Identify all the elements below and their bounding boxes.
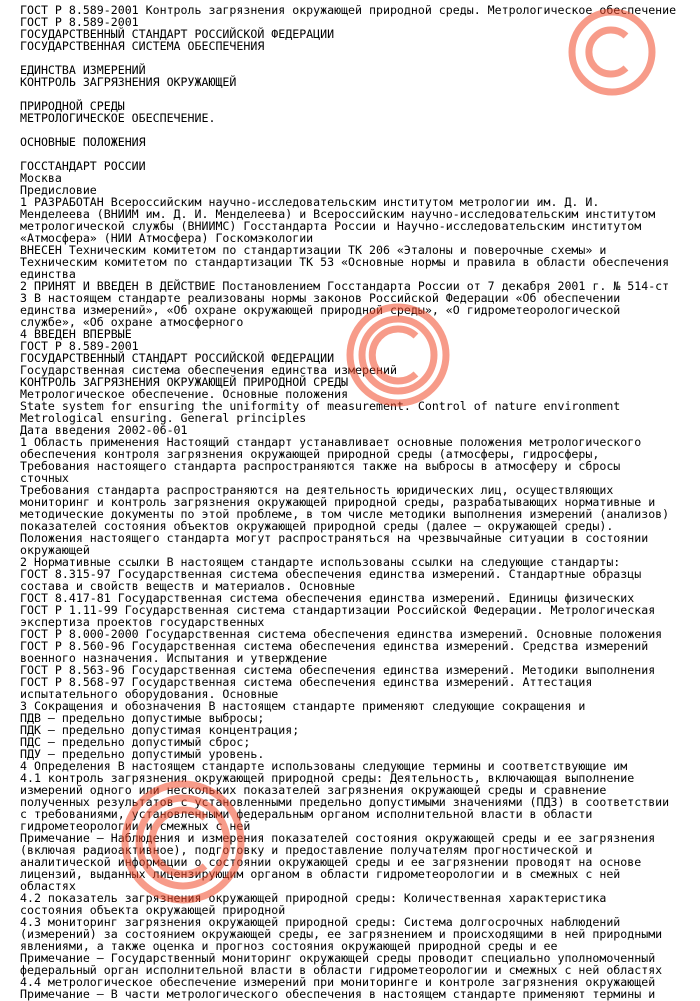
text-line: военного назначения. Испытания и утверждение (20, 651, 328, 665)
text-line: 3 В настоящем стандарте реализованы нормы законов Российской Федерации «Об обеспечении (20, 291, 621, 305)
text-line: экспертиза проектов государственных (20, 615, 265, 629)
text-line: 4.1 контроль загрязнения окружающей природной среды: Деятельность, включающая выполнение (20, 771, 635, 785)
text-line: 4 Определения В настоящем стандарте использованы следующие термины и соответствующие им (20, 759, 628, 773)
text-line: аналитической информации о состоянии окружающей среды и ее загрязнении проводят на основе (20, 855, 642, 869)
text-line: 4.2 показатель загрязнения окружающей природной среды: Количественная характеристика (20, 891, 607, 905)
text-line: КОНТРОЛЬ ЗАГРЯЗНЕНИЯ ОКРУЖАЮЩЕЙ ПРИРОДНОЙ СРЕДЫ (20, 375, 349, 389)
text-line: состояния объекта окружающей природной (20, 903, 286, 917)
text-line: измерений одного или нескольких показателей загрязнения окружающей среды и сравнение (20, 783, 607, 797)
text-line: «Атмосфера» (НИИ Атмосфера) Госкомэкологии (20, 231, 314, 245)
text-line: мониторинг и контроль загрязнения окружающей природной среды, разрабатывающих нормативные и (20, 495, 656, 509)
text-line: показателей состояния объектов окружающей природной среды (далее — окружающей среды). (20, 519, 614, 533)
text-line: метрологической службы (ВНИИМС) Госстандарта России и Научно-исследовательским институтом (20, 219, 642, 233)
text-line: ГОСУДАРСТВЕННАЯ СИСТЕМА ОБЕСПЕЧЕНИЯ (20, 39, 265, 53)
text-line: ВНЕСЕН Техническим комитетом по стандартизации ТК 206 «Эталоны и поверочные схемы» и (20, 243, 607, 257)
text-line: МЕТРОЛОГИЧЕСКОЕ ОБЕСПЕЧЕНИЕ. (20, 111, 216, 125)
text-line: ЕДИНСТВА ИЗМЕРЕНИЙ (20, 63, 146, 77)
document-text (20, 4, 696, 1000)
text-line: 1 Область применения Настоящий стандарт устанавливает основные положения метрологического (20, 435, 642, 449)
text-line: КОНТРОЛЬ ЗАГРЯЗНЕНИЯ ОКРУЖАЮЩЕЙ (20, 75, 237, 89)
text-line: ГОСТ Р 8.000-2000 Государственная система обеспечения единства измерений. Основные положения (20, 627, 663, 641)
text-line: 2 ПРИНЯТ И ВВЕДЕН В ДЕЙСТВИЕ Постановлением Госстандарта России от 7 декабря 2001 г. № 514-ст (20, 279, 670, 293)
text-line: 1 РАЗРАБОТАН Всероссийским научно-исследовательским институтом метрологии им. Д. И. (20, 195, 600, 209)
text-line: 4 ВВЕДЕН ВПЕРВЫЕ (20, 327, 132, 341)
text-line: ГОСУДАРСТВЕННЫЙ СТАНДАРТ РОССИЙСКОЙ ФЕДЕРАЦИИ (20, 351, 335, 365)
text-line: ГОСТ Р 8.589-2001 Контроль загрязнения окружающей природной среды. Метрологическое обеспечение (20, 3, 677, 17)
text-line: Требования стандарта распространяются на деятельность юридических лиц, осуществляющих (20, 483, 614, 497)
text-line: Государственная система обеспечения единства измерений (20, 363, 397, 377)
text-line: ГОССТАНДАРТ РОССИИ (20, 159, 146, 173)
text-line: ГОСТ Р 8.563-96 Государственная система обеспечения единства измерений. Методики выполнения (20, 663, 656, 677)
text-line: Дата введения 2002-06-01 (20, 423, 188, 437)
text-line: обеспечения контроля загрязнения окружающей природной среды (атмосферы, гидросферы, (20, 447, 600, 461)
text-line: ГОСТ Р 8.589-2001 (20, 15, 139, 29)
text-line: Техническим комитетом по стандартизации ТК 53 «Основные нормы и правила в области обеспечения (20, 255, 670, 269)
text-line: ГОСТ Р 8.560-96 Государственная система обеспечения единства измерений. Средства измерений (20, 639, 649, 653)
text-line: ГОСТ 8.417-81 Государственная система обеспечения единства измерений. Единицы физических (20, 591, 635, 605)
text-line: единства измерений», «Об охране окружающей природной среды», «О гидрометеорологической (20, 303, 621, 317)
text-line: лицензий, выданных лицензирующим органом в области гидрометеорологии и в смежных с ней (20, 867, 621, 881)
text-line: единства (20, 267, 76, 281)
text-line: 2 Нормативные ссылки В настоящем стандарте использованы ссылки на следующие стандарты: (20, 555, 621, 569)
text-line: ПДВ — предельно допустимые выбросы; (20, 711, 265, 725)
text-line: Метрологическое обеспечение. Основные положения (20, 387, 349, 401)
text-line: ПРИРОДНОЙ СРЕДЫ (20, 99, 125, 113)
text-line: Москва (20, 171, 62, 185)
text-line: явлениями, а также оценка и прогноз состояния окружающей природной среды и ее (20, 939, 558, 953)
text-line: Metrological ensuring. General principles (20, 411, 307, 425)
text-line: ГОСТ Р 1.11-99 Государственная система стандартизации Российской Федерации. Метрологическая (20, 603, 656, 617)
text-line: Положения настоящего стандарта могут распространяться на чрезвычайные ситуации в состоянии (20, 531, 649, 545)
text-line: Требования настоящего стандарта распространяются также на выбросы в атмосферу и сбросы (20, 459, 621, 473)
text-line: (включая радиоактивное), подготовку и предоставление получателям прогностической и (20, 843, 593, 857)
text-line: 4.3 мониторинг загрязнения окружающей природной среды: Система долгосрочных наблюдений (20, 915, 621, 929)
text-line: гидрометеорологии и смежных с ней (20, 819, 251, 833)
text-line: с требованиями, установленными федеральным органом исполнительной власти в области (20, 807, 593, 821)
text-line: ГОСТ Р 8.568-97 Государственная система обеспечения единства измерений. Аттестация (20, 675, 593, 689)
text-line: службе», «Об охране атмосферного (20, 315, 244, 329)
text-line: состава и свойств веществ и материалов. Основные (20, 579, 356, 593)
text-line: Предисловие (20, 183, 97, 197)
text-line: испытательного оборудования. Основные (20, 687, 279, 701)
text-line: ПДУ — предельно допустимый уровень. (20, 747, 265, 761)
text-line: областях (20, 879, 76, 893)
text-line: Примечание — Наблюдения и измерения показателей состояния окружающей среды и ее загрязнения (20, 831, 656, 845)
text-line: сточных (20, 471, 69, 485)
text-line: окружающей (20, 543, 90, 557)
text-line: ПДК — предельно допустимая концентрация; (20, 723, 300, 737)
text-line: 3 Сокращения и обозначения В настоящем стандарте применяют следующие сокращения и (20, 699, 586, 713)
text-line: State system for ensuring the uniformity of measurement. Control of nature environment (20, 399, 621, 413)
text-line: ПДС — предельно допустимый сброс; (20, 735, 251, 749)
text-line: ГОСТ Р 8.589-2001 (20, 339, 139, 353)
text-line: ГОСУДАРСТВЕННЫЙ СТАНДАРТ РОССИЙСКОЙ ФЕДЕРАЦИИ (20, 27, 335, 41)
text-line: Менделеева (ВНИИМ им. Д. И. Менделеева) и Всероссийским научно-исследовательским институтом (20, 207, 656, 221)
text-line: ГОСТ 8.315-97 Государственная система обеспечения единства измерений. Стандартные образцы (20, 567, 642, 581)
text-line: Примечание — В части метрологического обеспечения в настоящем стандарте применяют термины и (20, 987, 656, 1001)
text-line: (измерений) за состоянием окружающей среды, ее загрязнением и происходящими в ней природными (20, 927, 663, 941)
text-line: ОСНОВНЫЕ ПОЛОЖЕНИЯ (20, 135, 146, 149)
text-line: методические документы по этой проблеме, в том числе методики выполнения измерений (анализов) (20, 507, 670, 521)
text-line: 4.4 метрологическое обеспечение измерений при мониторинге и контроле загрязнения окружающей (20, 975, 656, 989)
text-line: Примечание — Государственный мониторинг окружающей среды проводит специально уполномоченный (20, 951, 656, 965)
text-line: федеральный орган исполнительной власти в области гидрометеорологии и смежных с ней областях (20, 963, 663, 977)
text-line: полученных результатов с установленными предельно допустимыми значениями (ПДЗ) в соответствии (20, 795, 670, 809)
